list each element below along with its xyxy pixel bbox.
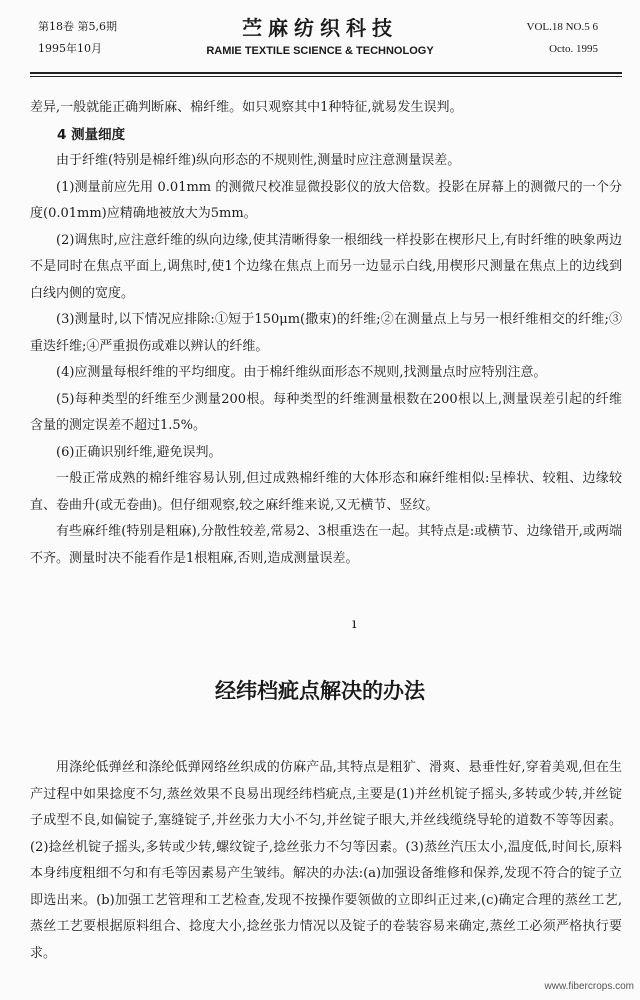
header-rule xyxy=(30,72,622,74)
issue-info-english xyxy=(527,16,599,60)
journal-header xyxy=(0,0,640,70)
header-rule-thin xyxy=(30,76,622,77)
paragraph: 有些麻纤维(特别是粗麻),分散性较差,常易2、3根重迭在一起。其特点是:或横节、边缘错开,或两端不齐。测量时决不能看作是1根粗麻,否则,造成测量误差。 xyxy=(30,524,622,566)
section-end-mark: ı xyxy=(352,616,357,632)
paragraph: (3)测量时,以下情况应排除:①短于150μm(撒束)的纤维;②在测量点上与另一根纤维相交的纤维;③重迭纤维;④严重损伤或难以辨认的纤维。 xyxy=(30,312,622,354)
article-title: 经纬档疵点解决的办法 xyxy=(215,679,425,703)
paragraph: (6)正确识别纤维,避免误判。 xyxy=(56,444,222,460)
paragraph: (4)应测量每根纤维的平均细度。由于棉纤维纵面形态不规则,找测量点时应特别注意。 xyxy=(56,365,547,380)
watermark: www.fibercrops.com xyxy=(544,981,634,992)
paragraph: (1)测量前应先用 0.01mm 的测微尺校准显微投影仪的放大倍数。投影在屏幕上的测微尺的一个分度(0.01mm)应精确地被放大为5mm。 xyxy=(30,179,622,221)
intro-paragraph: 差异,一般就能正确判断麻、棉纤维。如只观察其中1种特征,就易发生误判。 xyxy=(30,100,463,115)
journal-subtitle: RAMIE TEXTILE SCIENCE & TECHNOLOGY xyxy=(206,45,434,57)
paragraph: (5)每种类型的纤维至少测量200根。每种类型的纤维测量根数在200根以上,测量误差引起的纤维含量的测定误差不超过1.5%。 xyxy=(30,391,622,433)
section-fineness xyxy=(30,95,622,572)
paragraph: 用涤纶低弹丝和涤纶低弹网络丝织成的仿麻产品,其特点是粗犷、滑爽、悬垂性好,穿着美观,但在生产过程中如果捻度不匀,蒸丝效果不良易出现经纬档疵点,主要是(1)并丝机锭子摇头,多转或少转,并丝锭子成型不良,如偏锭子,塞缝锭子,并丝张力大小不匀,并丝锭子眼大,并丝线缆绕导轮的道数不等等因素。(2)捻丝机锭子摇头,多转或少转,螺纹锭子,捻丝张力不匀等因素。(3)蒸丝汽压太小,温度低,时间长,原料本身纬度粗细不匀和有毛等因素易产生皱纬。解决的办法:(a)加强设备维修和保养,发现不符合的锭子立即选出来。(b)加强工艺管理和工艺检查,发现不按操作要领做的立即纠正过来,(c)确定合理的蒸丝工艺,蒸丝工艺要根据原料组合、捻度大小,捻丝张力情况以及锭子的卷装容易来确定,蒸丝工必须严格执行要求。 xyxy=(30,760,622,961)
journal-title: 苎麻纺织科技 xyxy=(242,16,398,40)
volume-english: VOL.18 NO.5 6 xyxy=(526,21,598,33)
paragraph: 由于纤维(特别是棉纤维)纵向形态的不规则性,测量时应注意测量误差。 xyxy=(56,153,461,168)
publish-date: 1995年10月 xyxy=(38,42,102,55)
paragraph: 一般正常成熟的棉纤维容易认别,但过成熟棉纤维的大体形态和麻纤维相似:呈棒状、较粗、边缘较直、卷曲升(或无卷曲)。但仔细观察,较之麻纤维来说,又无横节、竖纹。 xyxy=(30,471,622,513)
section-heading: 4 测量细度 xyxy=(57,126,126,143)
volume-issue: 第18卷 第5,6期 xyxy=(38,20,117,33)
date-english: Octo. 1995 xyxy=(549,43,598,55)
article-body xyxy=(30,755,622,967)
paragraph: (2)调焦时,应注意纤维的纵向边缘,使其清晰得象一根细线一样投影在楔形尺上,有时纤维的映象两边不是同时在焦点平面上,调焦时,使1个边缘在焦点上而另一边显示白线,用楔形尺测量在焦点上的边线到白线内侧的宽度。 xyxy=(30,232,622,301)
